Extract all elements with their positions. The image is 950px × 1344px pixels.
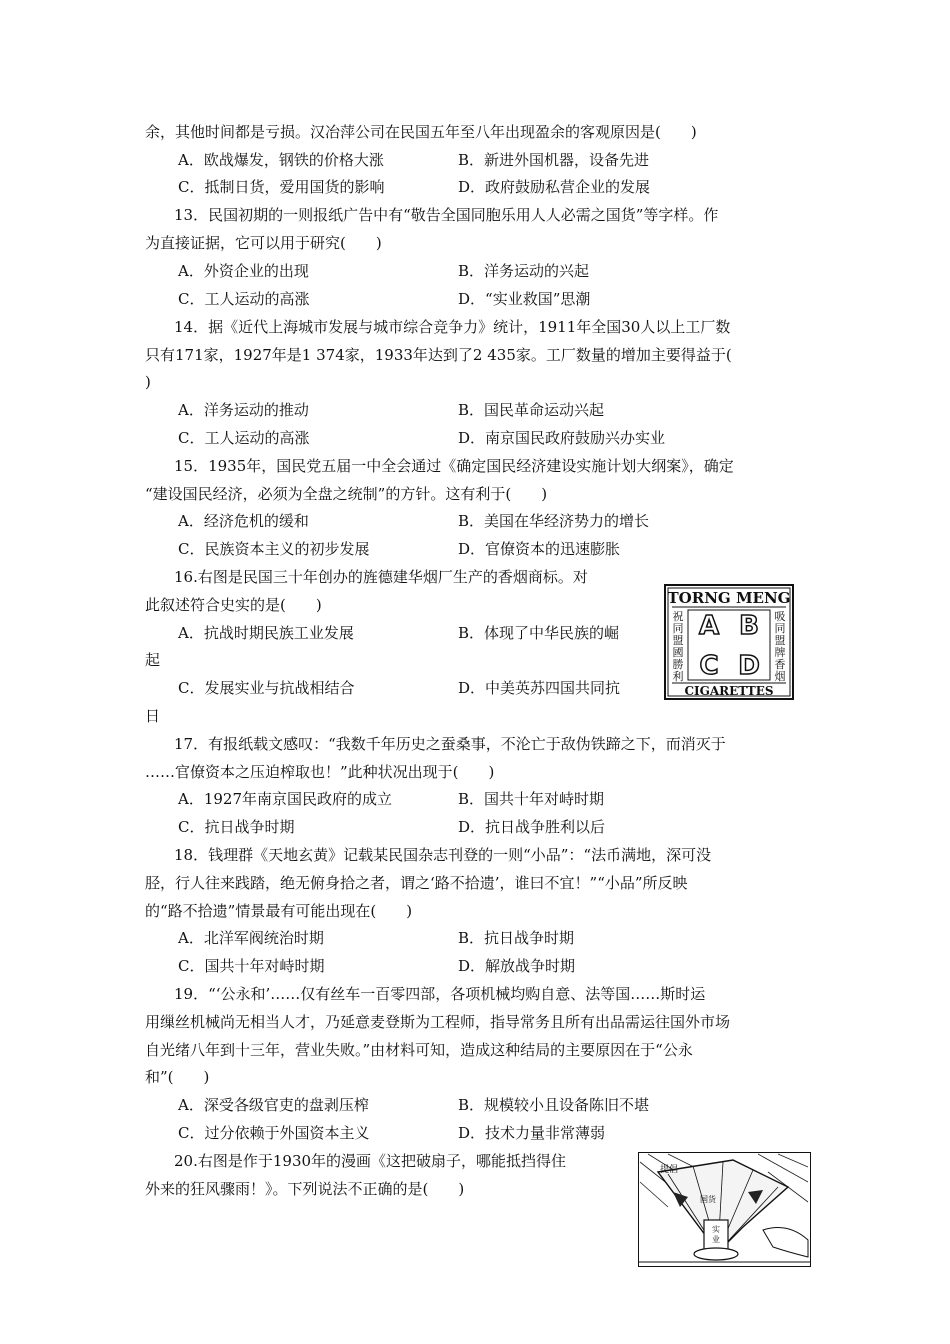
text-line: 为直接证据，它可以用于研究( ) [145,234,382,252]
trademark-left-text: 祝同盟國勝利 [672,610,684,683]
text-line: D．抗日战争胜利以后 [458,818,606,836]
text-line: 的“路不拾遗”情景最有可能出现在( ) [145,902,413,920]
text-line: D．“实业救国”思潮 [458,290,591,308]
text-line: ……官僚资本之压迫榨取也！”此种状况出现于( ) [145,763,495,781]
text-line: 18．钱理群《天地玄黄》记载某民国杂志刊登的一则“小品”：“法币满地，深可没 [174,846,712,864]
text-line: D．解放战争时期 [458,957,576,975]
text-line: 17．有报纸载文感叹：“我数千年历史之蚕桑事，不沦亡于敌伪铁蹄之下，而消灭于 [174,735,726,753]
text-line: 余，其他时间都是亏损。汉冶萍公司在民国五年至八年出现盈余的客观原因是( ) [145,123,697,141]
text-line: ) [145,373,151,391]
text-line: 外来的狂风骤雨！》。下列说法不正确的是( ) [145,1180,465,1198]
text-line: B．国民革命运动兴起 [458,401,605,419]
trademark-letter-a: A [698,611,720,641]
text-line: C．过分依赖于外国资本主义 [178,1124,370,1142]
cartoon-figure [638,1152,811,1267]
text-line: 15．1935年，国民党五届一中全会通过《确定国民经济建设实施计划大纲案》，确定 [174,457,734,475]
text-line: B．洋务运动的兴起 [458,262,590,280]
text-line: 此叙述符合史实的是( ) [145,596,322,614]
trademark-letter-b: B [739,611,759,641]
text-line: 起 [145,651,161,669]
text-line: A．欧战爆发，钢铁的价格大涨 [178,151,384,169]
text-line: D．政府鼓励私营企业的发展 [458,178,651,196]
text-line: C．国共十年对峙时期 [178,957,325,975]
cartoon-stand-label: 实业 [712,1225,720,1244]
trademark-top-text: TORNG MENG [667,589,791,607]
text-line: A．北洋军阀统治时期 [178,929,324,947]
trademark-letter-c: C [699,651,719,681]
text-line: C．发展实业与抗战相结合 [178,679,355,697]
text-line: D．技术力量非常薄弱 [458,1124,606,1142]
text-line: D．南京国民政府鼓励兴办实业 [458,429,666,447]
text-line: 日 [145,707,161,725]
text-line: B．新进外国机器，设备先进 [458,151,650,169]
text-line: 只有171家，1927年是1 374家，1933年达到了2 435家。工厂数量的增加主要得益于( [145,346,732,364]
text-line: C．抵制日货，爱用国货的影响 [178,178,385,196]
text-line: 20.右图是作于1930年的漫画《这把破扇子，哪能抵挡得住 [174,1152,567,1170]
text-line: D．中美英苏四国共同抗 [458,679,621,697]
text-line: 用缫丝机械尚无相当人才，乃延意麦登斯为工程师，指导常务且所有出品需运往国外市场 [145,1013,731,1031]
text-line: 13．民国初期的一则报纸广告中有“敬告全国同胞乐用人人必需之国货”等字样。作 [174,206,719,224]
text-line: C．工人运动的高涨 [178,290,310,308]
text-line: A．深受各级官吏的盘剥压榨 [178,1096,369,1114]
trademark-letter-d: D [738,651,760,681]
text-line: 16.右图是民国三十年创办的旌德建华烟厂生产的香烟商标。对 [174,568,588,586]
text-line: A．外资企业的出现 [178,262,309,280]
text-line: C．工人运动的高涨 [178,429,310,447]
text-line: D．官僚资本的迅速膨胀 [458,540,621,558]
text-line: B．国共十年对峙时期 [458,790,605,808]
text-line: A．1927年南京国民政府的成立 [178,790,393,808]
text-line: C．抗日战争时期 [178,818,295,836]
cartoon-fan-label: 提倡 [660,1165,679,1175]
text-line: 胫，行人往来践踏，绝无俯身拾之者，谓之‘路不拾遗’，谁曰不宜！”“小品”所反映 [145,874,688,892]
text-line: “建设国民经济，必须为全盘之统制”的方针。这有利于( ) [145,485,548,503]
text-line: B．美国在华经济势力的增长 [458,512,650,530]
text-line: A．经济危机的缓和 [178,512,309,530]
text-line: B．规模较小且设备陈旧不堪 [458,1096,650,1114]
cigarette-trademark-figure [664,584,794,700]
text-line: 和”( ) [145,1068,210,1086]
text-line: C．民族资本主义的初步发展 [178,540,370,558]
trademark-right-text: 吸同盟牌香烟 [774,610,786,683]
text-line: A．洋务运动的推动 [178,401,309,419]
text-line: 自光绪八年到十三年，营业失败。”由材料可知，造成这种结局的主要原因在于“公永 [145,1041,693,1059]
trademark-bottom-text: CIGARETTES [684,684,774,698]
text-line: 19．“‘公永和’……仅有丝车一百零四部，各项机械均购自意、法等国……斯时运 [174,985,706,1003]
text-line: B．体现了中华民族的崛 [458,624,620,642]
text-line: 14．据《近代上海城市发展与城市综合竞争力》统计，1911年全国30人以上工厂数 [174,318,731,336]
text-line: A．抗战时期民族工业发展 [178,624,354,642]
cartoon-paper-label: 国货 [700,1195,716,1204]
text-line: B．抗日战争时期 [458,929,575,947]
